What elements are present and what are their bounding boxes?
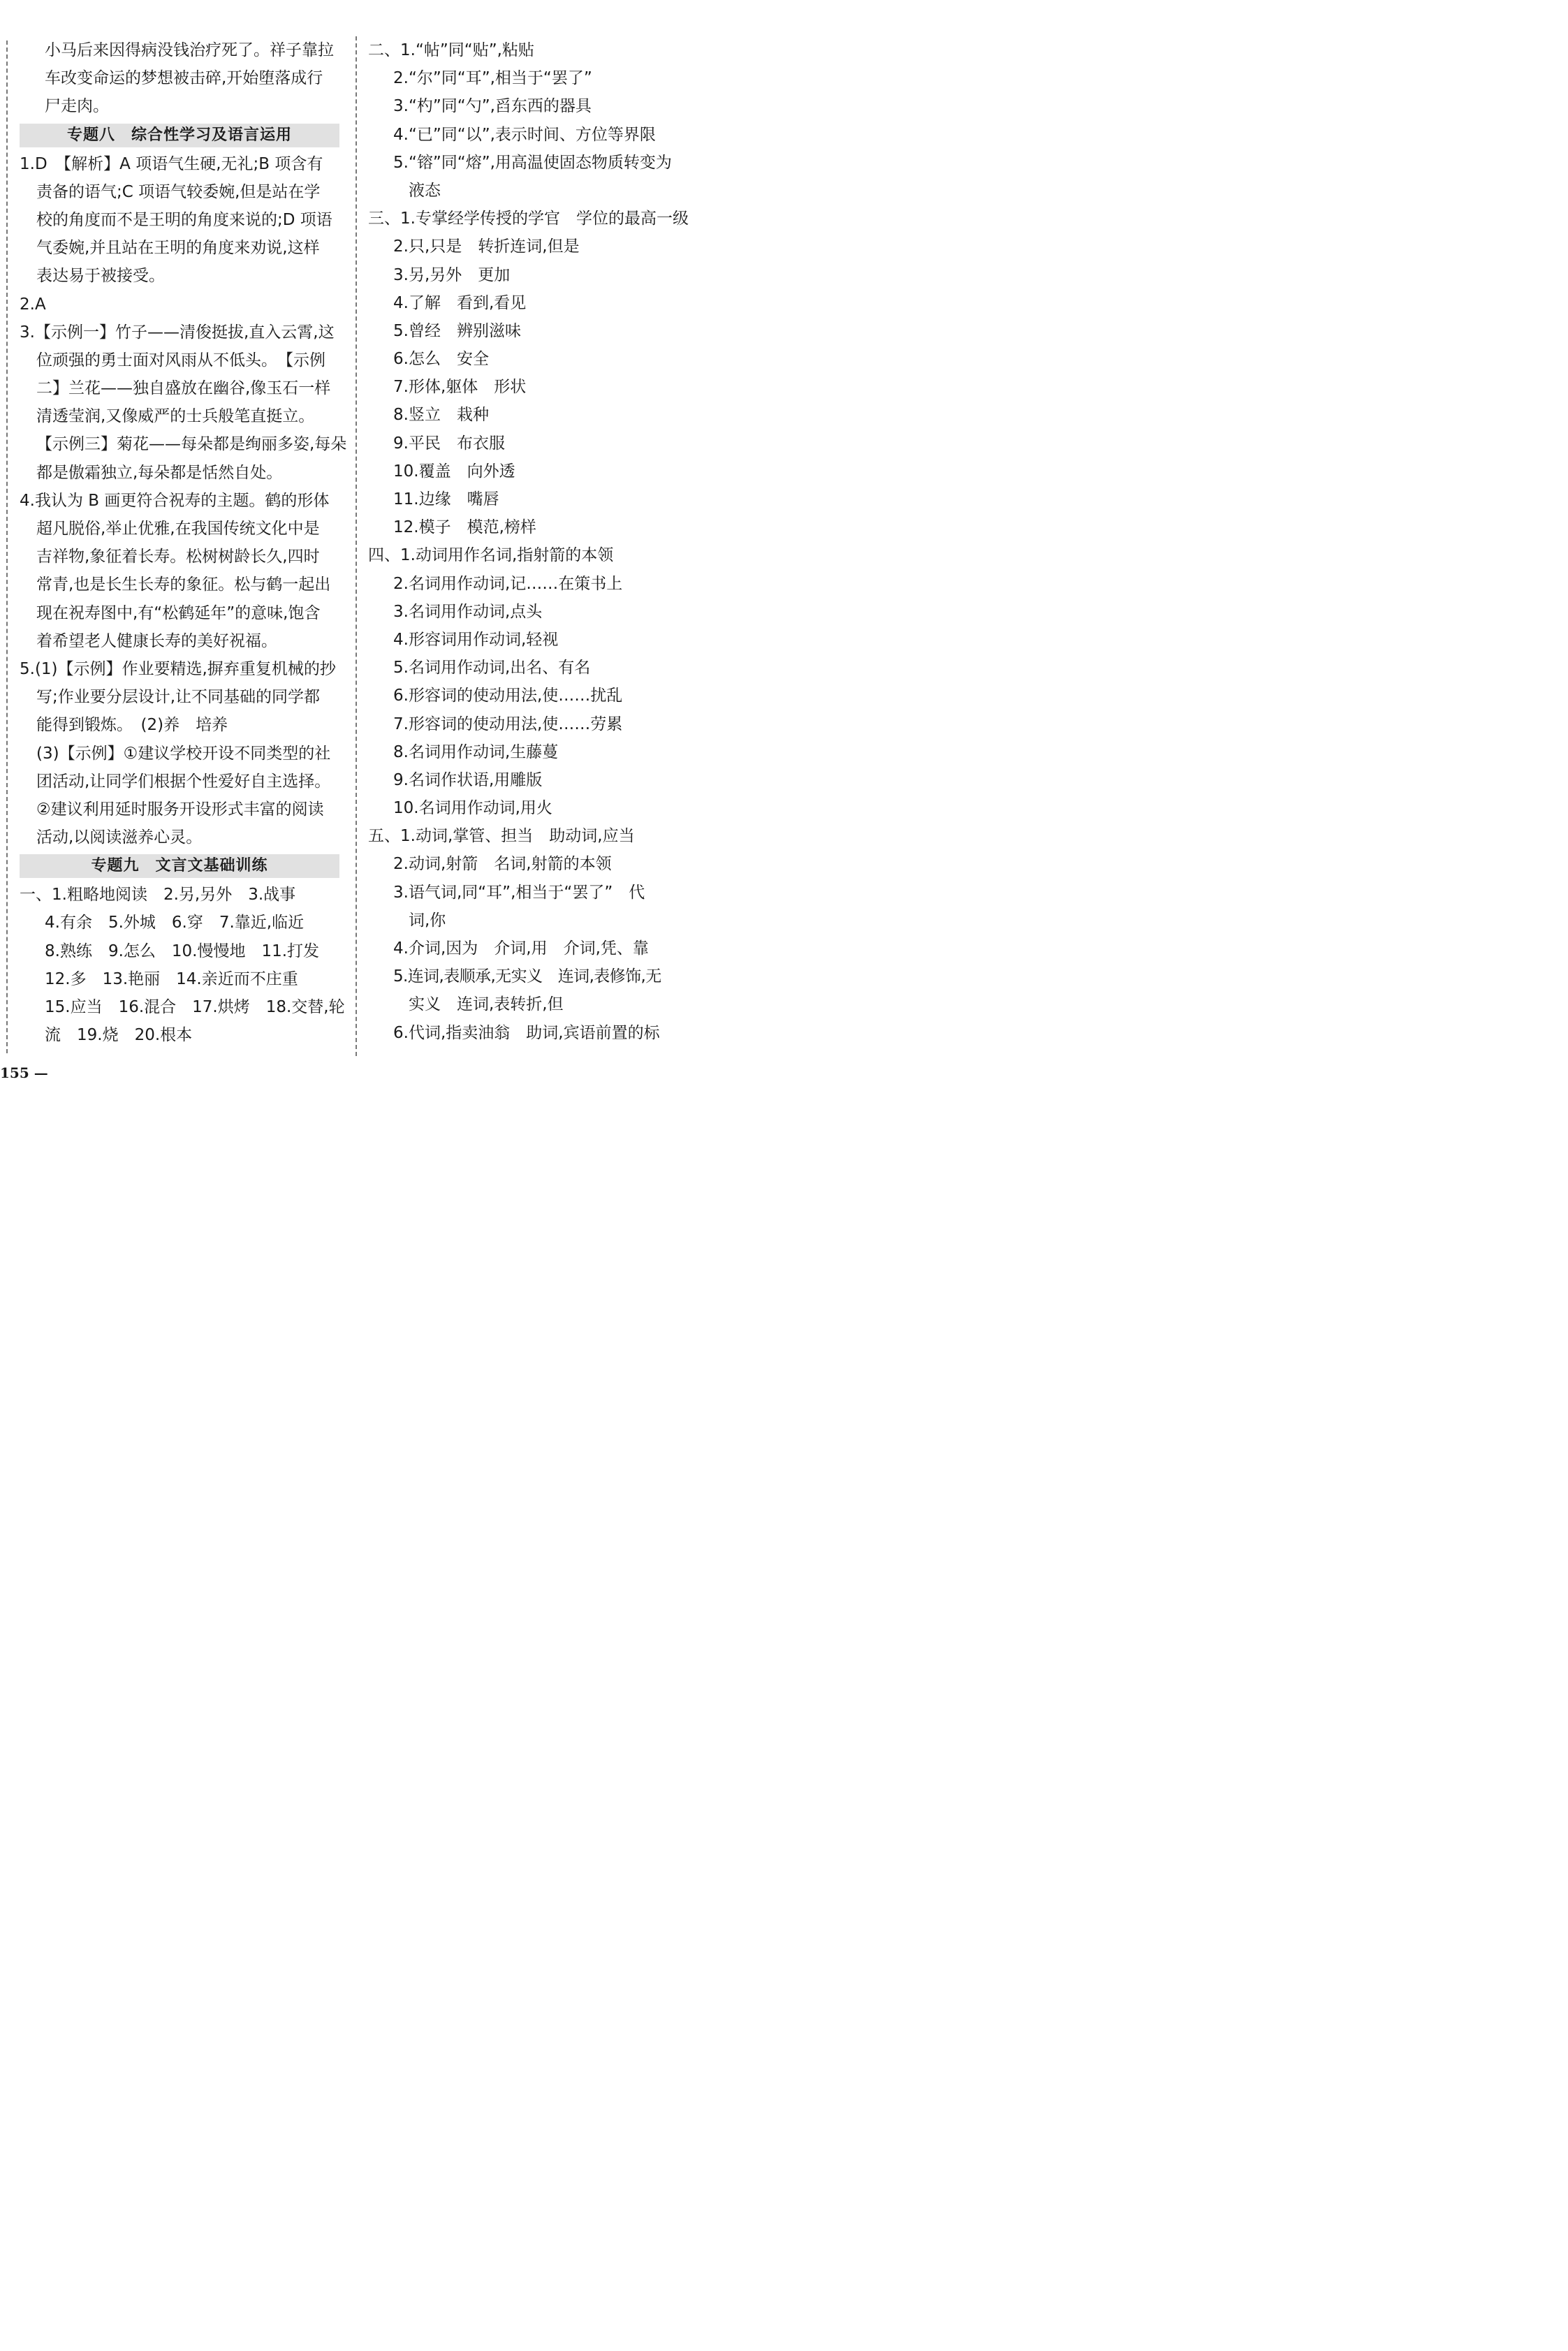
answer-line: 都是傲霜独立,每朵都是恬然自处。	[36, 463, 283, 482]
answer-line: 二、1.“帖”同“贴”,粘贴	[368, 41, 534, 59]
answer-line: 位顽强的勇士面对风雨从不低头。 【示例	[36, 351, 325, 369]
answer-line: 一、1.粗略地阅读 2.另,另外 3.战事	[20, 886, 296, 904]
answer-line: 【示例三】菊花——每朵都是绚丽多姿,每朵	[36, 435, 347, 454]
answer-line: 着希望老人健康长寿的美好祝福。	[36, 631, 277, 650]
answer-line: 液态	[409, 181, 441, 200]
answer-line: 3.【示例一】竹子——清俊挺拔,直入云霄,这	[20, 323, 335, 342]
answer-line: 能得到锻炼。 (2)养 培养	[36, 716, 228, 735]
text-line: 尸走肉。	[45, 97, 109, 116]
answer-line: 7.形体,躯体 形状	[393, 378, 527, 397]
answer-line: 表达易于被接受。	[36, 267, 165, 286]
section-title: 专题九 文言文基础训练	[20, 854, 339, 878]
answer-line: 超凡脱俗,举止优雅,在我国传统文化中是	[36, 520, 320, 538]
section-title: 专题八 综合性学习及语言运用	[20, 124, 339, 147]
answer-line: 3.另,另外 更加	[393, 265, 511, 284]
answer-line: 吉祥物,象征着长寿。松树树龄长久,四时	[36, 548, 320, 566]
answer-line: 2.只,只是 转折连词,但是	[393, 237, 580, 256]
answer-line: 8.熟练 9.怎么 10.慢慢地 11.打发	[45, 942, 320, 960]
answer-line: 现在祝寿图中,有“松鹤延年”的意味,饱含	[36, 603, 321, 622]
answer-line: 4.“已”同“以”,表示时间、方位等界限	[393, 125, 656, 144]
answer-line: 责备的语气;C 项语气较委婉,但是站在学	[36, 182, 321, 201]
answer-line: 常青,也是长生长寿的象征。松与鹤一起出	[36, 576, 331, 594]
answer-line: 9.平民 布衣服	[393, 434, 505, 453]
answer-line: 5.(1)【示例】作业要精选,摒弃重复机械的抄	[20, 659, 336, 678]
right-column	[368, 36, 696, 1047]
answer-line: 6.代词,指卖油翁 助词,宾语前置的标	[393, 1023, 660, 1042]
answer-line: 12.模子 模范,榜样	[393, 518, 536, 537]
text-line: 小马后来因得病没钱治疗死了。祥子靠拉	[45, 41, 334, 59]
answer-line: 五、1.动词,掌管、担当 助动词,应当	[368, 827, 635, 846]
answer-line: 9.名词作状语,用雕版	[393, 770, 543, 789]
text-line: 车改变命运的梦想被击碎,开始堕落成行	[45, 69, 323, 88]
answer-line: 写;作业要分层设计,让不同基础的同学都	[36, 688, 321, 707]
column-divider	[356, 36, 357, 1056]
answer-line: 3.名词用作动词,点头	[393, 602, 543, 621]
answer-line: 6.怎么 安全	[393, 350, 489, 369]
answer-line: 8.竖立 栽种	[393, 406, 489, 425]
answer-line: 10.名词用作动词,用火	[393, 799, 552, 818]
answer-line: ②建议利用延时服务开设形式丰富的阅读	[36, 800, 324, 819]
answer-line: 4.有余 5.外城 6.穿 7.靠近,临近	[45, 914, 305, 932]
left-column	[20, 36, 347, 1049]
answer-line: 流 19.烧 20.根本	[45, 1026, 193, 1045]
answer-line: 团活动,让同学们根据个性爱好自主选择。	[36, 772, 331, 791]
binding-margin-line	[6, 41, 8, 1053]
answer-line: 四、1.动词用作名词,指射箭的本领	[368, 546, 614, 565]
answer-line: 4.形容词用作动词,轻视	[393, 630, 559, 649]
answer-line: 校的角度而不是王明的角度来说的;D 项语	[36, 210, 332, 229]
answer-line: 2.动词,射箭 名词,射箭的本领	[393, 855, 612, 874]
answer-line: 5.“镕”同“熔”,用高温使固态物质转变为	[393, 153, 672, 172]
answer-line: 12.多 13.艳丽 14.亲近而不庄重	[45, 969, 298, 988]
answer-line: 4.介词,因为 介词,用 介词,凭、靠	[393, 939, 649, 958]
answer-line: 词,你	[409, 911, 446, 930]
answer-line: 气委婉,并且站在王明的角度来劝说,这样	[36, 239, 320, 258]
answer-line: 2.A	[20, 295, 46, 314]
answer-line: 10.覆盖 向外透	[393, 462, 515, 481]
answer-line: 4.了解 看到,看见	[393, 293, 527, 312]
answer-line: 7.形容词的使动用法,使……劳累	[393, 715, 623, 733]
answer-line: 11.边缘 嘴唇	[393, 490, 499, 508]
answer-line: 6.形容词的使动用法,使……扰乱	[393, 687, 623, 705]
answer-line: 二】兰花——独自盛放在幽谷,像玉石一样	[36, 379, 331, 398]
answer-line: 3.语气词,同“耳”,相当于“罢了” 代	[393, 883, 645, 902]
answer-line: 实义 连词,表转折,但	[409, 995, 564, 1014]
answer-line: 5.曾经 辨别滋味	[393, 321, 521, 340]
answer-line: 5.连词,表顺承,无实义 连词,表修饰,无	[393, 967, 661, 986]
answer-line: 清透莹润,又像威严的士兵般笔直挺立。	[36, 407, 315, 426]
answer-line: 3.“杓”同“勺”,舀东西的器具	[393, 97, 592, 116]
answer-line: 2.“尔”同“耳”,相当于“罢了”	[393, 69, 592, 88]
answer-line: 1.D 【解析】A 项语气生硬,无礼;B 项含有	[20, 154, 323, 173]
answer-line: (3)【示例】①建议学校开设不同类型的社	[36, 744, 331, 763]
answer-line: 15.应当 16.混合 17.烘烤 18.交替,轮	[45, 998, 345, 1016]
page-number: 155 —	[0, 1064, 48, 1081]
answer-line: 4.我认为 B 画更符合祝寿的主题。鹤的形体	[20, 491, 330, 510]
answer-line: 8.名词用作动词,生藤蔓	[393, 742, 559, 761]
answer-line: 2.名词用作动词,记……在策书上	[393, 574, 623, 593]
answer-line: 5.名词用作动词,出名、有名	[393, 659, 591, 678]
answer-line: 三、1.专掌经学传授的学官 学位的最高一级	[368, 210, 689, 228]
answer-line: 活动,以阅读滋养心灵。	[36, 828, 203, 847]
